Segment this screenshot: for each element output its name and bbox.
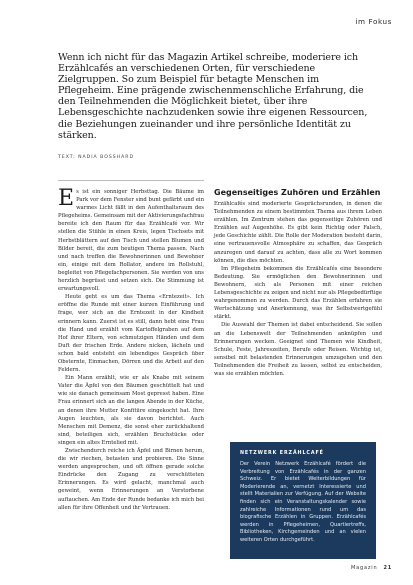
page-footer <box>351 565 392 571</box>
body-paragraph: Zwischendurch reiche ich Äpfel und Birnen herum, die wir riechen, betasten und probieren. Die Sinne werden angesprochen, und oft öffnen gerade solche Eindrücke den Zugang zu verschütteten Erinnerungen. Es wird gelacht, manchmal auch geweint, wenn Erinnerungen an Verstorbene auftauchen. Am Ende der Runde bedanke ich mich bei allen für ihre Offenheit und ihr Vertrauen. <box>58 448 204 511</box>
body-paragraph: Erzählcafés sind moderierte Gesprächsrunden, in denen die Teilnehmenden zu einem bestimmten Thema aus ihrem Leben erzählen. Im Zentrum stehen das gegenseitige Zuhören und Erzählen auf Augenhöhe. Es gibt kein Richtig oder Falsch, jede Geschichte zählt. Die Rolle der Moderation besteht darin, eine vertrauensvolle Atmosphäre zu schaffen, das Gespräch anzuregen und darauf zu achten, dass alle zu Wort kommen können, die dies möchten. <box>214 201 382 264</box>
body-paragraph: Im Pflegeheim bekommen die Erzählcafés eine besondere Bedeutung. Sie ermöglichen den Bewohnerinnen und Bewohnern, sich als Personen mit einer reichen Lebensgeschichte zu zeigen und nicht nur als Pflegebedürftige wahrgenommen zu werden. Durch das Erzählen erfahren sie Wertschätzung und Anerkennung, was ihr Selbstwertgefühl stärkt. <box>214 265 382 321</box>
article-intro: Wenn ich nicht für das Magazin Artikel schreibe, moderiere ich Erzählcafés an verschiedenen Orten, für verschiedene Zielgruppen. So zum Beispiel für betagte Menschen im Pflegeheim. Eine prägende zwischenmenschliche Erfahrung, die den Teilnehmenden die Möglichkeit bietet, über ihre Lebensgeschichte nachzudenken sowie ihre eigenen Ressourcen, die Beziehungen zueinander und ihre persönliche Identität zu stärken. <box>58 52 368 141</box>
body-paragraph-text: s ist ein sonniger Herbsttag. Die Bäume im Park vor dem Fenster sind bunt gefärbt und ein warmes Licht fällt in den Aufenthaltsraum des Pflegeheims. Gemeinsam mit der Aktivierungsfachfrau bereite ich den Raum für das Erzählcafé vor. Wir stellen die Stühle in einen Kreis, legen Tischsets mit Herbstblättern auf den Tisch und stellen Blumen und Bilder bereit, die zum heutigen Thema passen. Nach und nach treffen die Bewohnerinnen und Bewohner ein, einige mit dem Rollator, andere im Rollstuhl, begleitet von Pflegefachpersonen. Sie werden von uns herzlich begrüsst und setzen sich. Die Stimmung ist erwartungsvoll. <box>58 189 204 293</box>
section-kicker: im Fokus <box>355 17 392 26</box>
left-rule <box>58 180 204 181</box>
body-column-left <box>58 188 204 512</box>
body-paragraph: Heute geht es um das Thema «Erntezeit». Ich eröffne die Runde mit einer kurzen Einführung und frage, wer sich an die Erntezeit in der Kindheit erinnern kann. Zuerst ist es still, dann hebt eine Frau die Hand und erzählt vom Kartoffelgraben auf dem Hof ihrer Eltern, von schmutzigen Händen und dem Duft der frischen Erde. Andere nicken, lächeln und schon bald entsteht ein lebendiges Gespräch über Obsternte, Einmachen, Dörren und die Arbeit auf den Feldern. <box>58 294 204 374</box>
body-column-right <box>214 188 382 378</box>
info-box-body: Der Verein Netzwerk Erzählcafé fördert die Verbreitung von Erzählcafés in der ganzen Schweiz. Er bietet Weiterbildungen für Moderierende an, vernetzt Interessierte und stellt Materialien zur Verfügung. Auf der Website finden sich ein Veranstaltungskalender sowie zahlreiche Informationen rund um das biografische Erzählen in Gruppen. Erzählcafés werden in Pflegeheimen, Quartiertreffs, Bibliotheken, Kirchgemeinden und an vielen weiteren Orten durchgeführt. <box>240 461 366 543</box>
body-paragraph <box>58 188 204 293</box>
body-paragraph: Die Auswahl der Themen ist dabei entscheidend. Sie sollen an die Lebenswelt der Teilnehmenden anknüpfen und Erinnerungen wecken. Geeignet sind Themen wie Kindheit, Schule, Feste, Jahreszeiten, Berufe oder Reisen. Wichtig ist, sensibel mit belastenden Erinnerungen umzugehen und den Teilnehmenden die Freiheit zu lassen, selbst zu entscheiden, was sie erzählen möchten. <box>214 322 382 377</box>
drop-cap: E <box>58 186 75 211</box>
byline: TEXT: NADIA BOSSHARD <box>58 155 135 160</box>
info-box <box>230 442 376 559</box>
page-number: 21 <box>383 565 392 571</box>
footer-label: Magazin <box>351 565 378 571</box>
body-paragraph: Ein Mann erzählt, wie er als Knabe mit seinem Vater die Äpfel von den Bäumen geschüttelt hat und wie sie danach gemeinsam Most gepresst haben. Eine Frau erinnert sich an die langen Abende in der Küche, an denen ihre Mutter Konfitüre eingekocht hat. Ihre Augen leuchten, als sie davon berichtet. Auch Menschen mit Demenz, die sonst eher zurückhaltend sind, beteiligen sich, erzählen Bruchstücke oder singen ein altes Erntelied mit. <box>58 375 204 446</box>
info-box-title: NETZWERK ERZÄHLCAFÉ <box>240 451 324 456</box>
section-subheading: Gegenseitiges Zuhören und Erzählen <box>214 188 381 197</box>
